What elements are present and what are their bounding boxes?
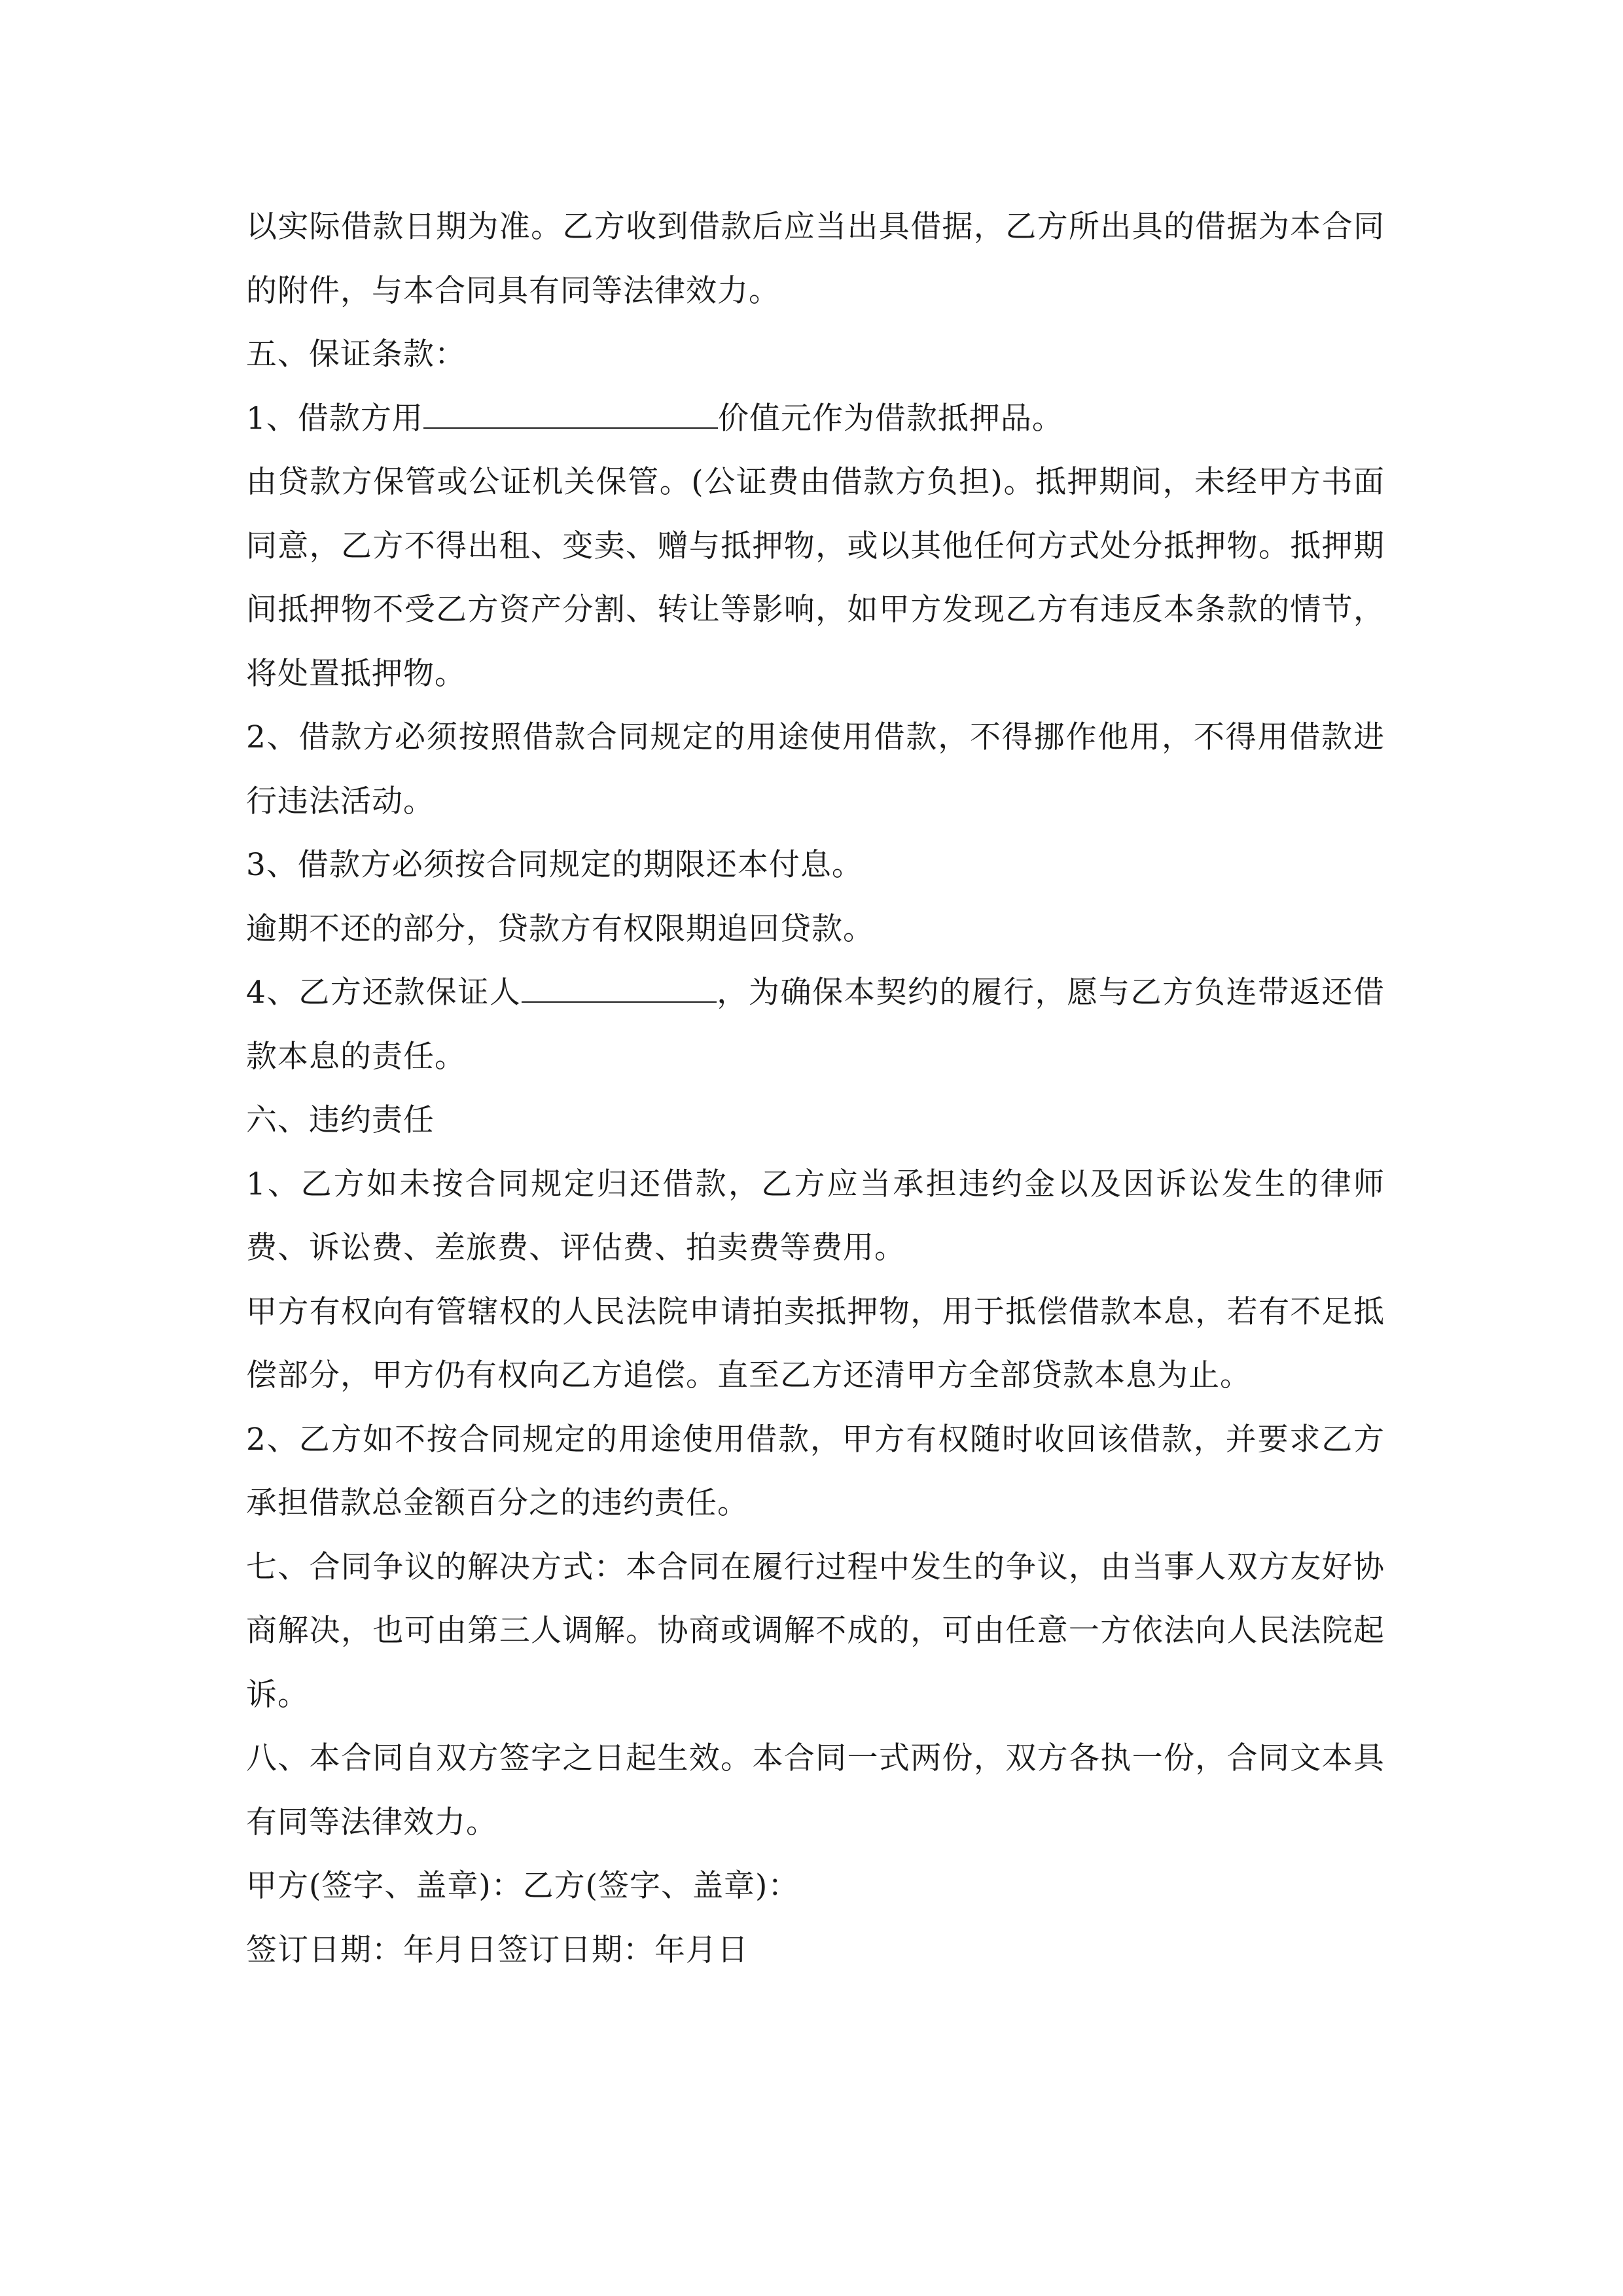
contract-page [246, 195, 1385, 1982]
clause-4-continuation: 以实际借款日期为准。乙方收到借款后应当出具借据，乙方所出具的借据为本合同的附件，与本合同具有同等法律效力。 [246, 209, 1385, 309]
clause-5-4-guarantor [246, 961, 1385, 1088]
clause-5-4-text-after: ，为确保本契约的履行，愿与乙方负连带返还借款本息的责任。 [246, 975, 1385, 1075]
clause-5-1-collateral [246, 387, 1385, 451]
clause-6-1-breach: 1、乙方如未按合同规定归还借款，乙方应当承担违约金以及因诉讼发生的律师费、诉讼费、差旅费、评估费、拍卖费等费用。 [246, 1166, 1385, 1266]
collateral-blank-line [423, 403, 718, 429]
clause-5-2-usage: 2、借款方必须按照借款合同规定的用途使用借款，不得挪作他用，不得用借款进行违法活动。 [246, 719, 1385, 819]
section-5-heading: 五、保证条款： [246, 336, 466, 372]
signature-line: 甲方(签字、盖章)：乙方(签字、盖章)： [246, 1868, 800, 1904]
guarantor-blank-line [522, 977, 717, 1003]
clause-5-3-repayment: 3、借款方必须按合同规定的期限还本付息。 [246, 847, 863, 883]
signing-date-line: 签订日期：年月日签订日期：年月日 [246, 1931, 749, 1968]
clause-5-4-text-before: 4、乙方还款保证人 [246, 975, 522, 1011]
clause-5-1-custody: 由贷款方保管或公证机关保管。(公证费由借款方负担)。抵押期间，未经甲方书面同意，乙方不得出租、变卖、赠与抵押物，或以其他任何方式处分抵押物。抵押期间抵押物不受乙方资产分割、转让等影响，如甲方发现乙方有违反本条款的情节，将处置抵押物。 [246, 464, 1385, 692]
section-7-dispute: 七、合同争议的解决方式：本合同在履行过程中发生的争议，由当事人双方友好协商解决，也可由第三人调解。协商或调解不成的，可由任意一方依法向人民法院起诉。 [246, 1549, 1385, 1713]
section-8-effective: 八、本合同自双方签字之日起生效。本合同一式两份，双方各执一份，合同文本具有同等法律效力。 [246, 1740, 1385, 1840]
clause-5-1-text-before: 1、借款方用 [246, 400, 423, 437]
section-6-heading: 六、违约责任 [246, 1102, 435, 1138]
clause-5-3-overdue: 逾期不还的部分，贷款方有权限期追回贷款。 [246, 910, 874, 947]
clause-6-2-misuse: 2、乙方如不按合同规定的用途使用借款，甲方有权随时收回该借款，并要求乙方承担借款总金额百分之的违约责任。 [246, 1421, 1385, 1521]
clause-6-1-auction: 甲方有权向有管辖权的人民法院申请拍卖抵押物，用于抵偿借款本息，若有不足抵偿部分，甲方仍有权向乙方追偿。直至乙方还清甲方全部贷款本息为止。 [246, 1293, 1385, 1393]
clause-5-1-text-after: 价值元作为借款抵押品。 [717, 400, 1063, 437]
